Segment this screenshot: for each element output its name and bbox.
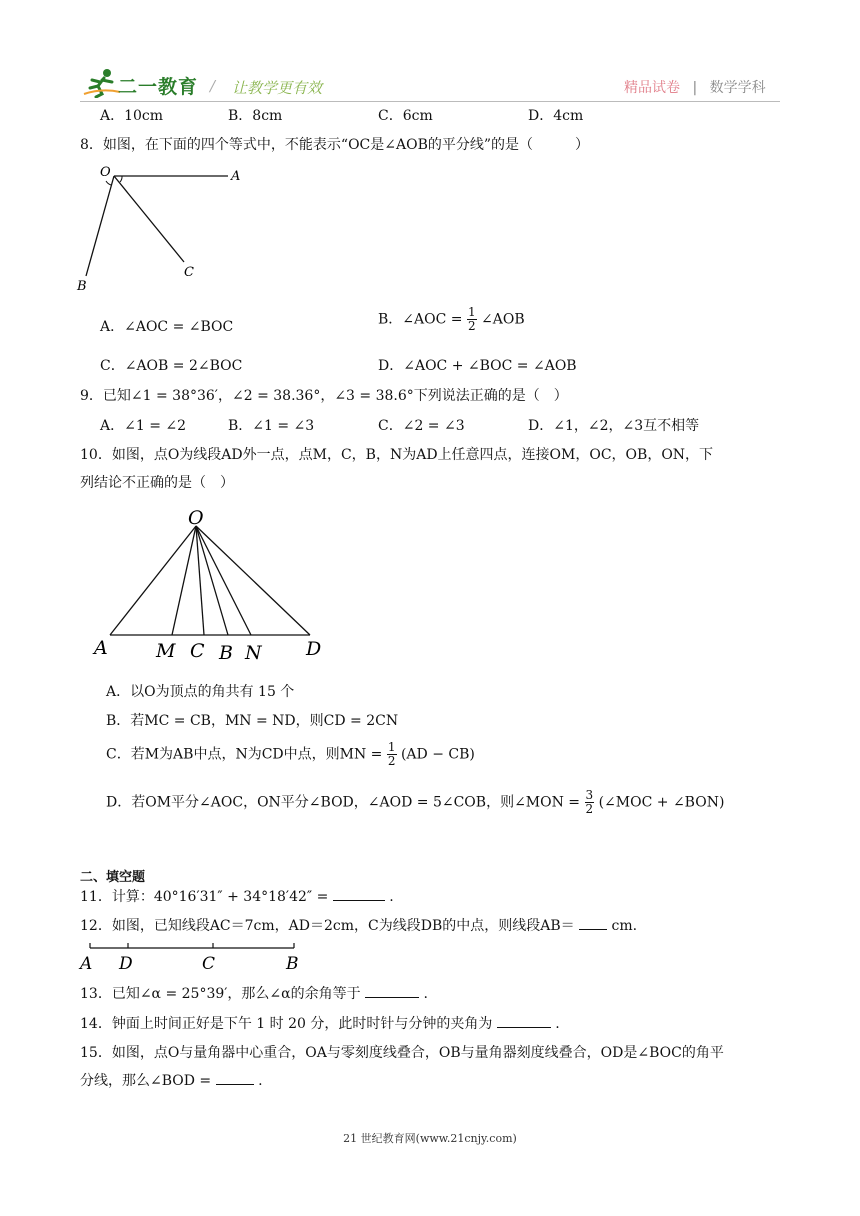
q8-option-b-pre: B．∠AOC = <box>378 311 463 328</box>
q10-option-c-post: (AD − CB) <box>400 746 475 763</box>
header-right <box>624 77 766 97</box>
q8-option-b-den: 2 <box>467 319 476 333</box>
header-right-right: 数学学科 <box>709 80 766 96</box>
q12-label-a: A <box>80 954 93 974</box>
q8-label-b: B <box>77 279 87 294</box>
header-right-left: 精品试卷 <box>624 80 680 96</box>
header-slash: / <box>210 77 216 95</box>
q9-option-d: D．∠1，∠2，∠3互不相等 <box>528 418 700 434</box>
q7-option-c: C．6cm <box>378 108 433 124</box>
q12-figure <box>78 940 308 976</box>
q14 <box>80 1013 560 1033</box>
q10-option-a: A．以O为顶点的角共有 15 个 <box>106 684 295 700</box>
q12-label-b: B <box>286 954 299 974</box>
q10-option-c-fraction <box>387 741 397 768</box>
q10-option-d-den: 2 <box>585 802 594 816</box>
q10-label-d: D <box>306 638 322 660</box>
q14-end: . <box>555 1016 560 1032</box>
q11-answer-blank[interactable] <box>333 888 385 901</box>
header-slogan: 让教学更有效 <box>232 79 323 97</box>
q8-label-c: C <box>184 265 194 280</box>
q11 <box>80 886 394 906</box>
header-brand: 二一教育 <box>118 76 199 98</box>
q10-figure <box>88 502 338 667</box>
q9-option-c: C．∠2 = ∠3 <box>378 418 465 434</box>
header-divider <box>80 101 780 102</box>
q12 <box>80 915 637 935</box>
q10-option-b: B．若MC = CB，MN = ND，则CD = 2CN <box>106 713 399 729</box>
q10-label-o: O <box>188 507 204 529</box>
q12-text: 12．如图，已知线段AC＝7cm，AD＝2cm，C为线段DB的中点，则线段AB＝ <box>80 918 575 934</box>
q13-answer-blank[interactable] <box>365 985 419 998</box>
q8-option-c: C．∠AOB = 2∠BOC <box>100 358 243 374</box>
q10-option-d-fraction <box>585 789 595 816</box>
q11-end: . <box>389 889 394 905</box>
runner-logo-icon <box>82 68 122 98</box>
q7-option-b: B．8cm <box>228 108 283 124</box>
q15-line2: 分线，那么∠BOD = <box>80 1073 212 1089</box>
q10-option-d-num: 3 <box>585 788 594 802</box>
q7-option-a: A．10cm <box>100 108 164 124</box>
q9-option-a: A．∠1 = ∠2 <box>100 418 187 434</box>
q8-stem: 8．如图，在下面的四个等式中，不能表示“OC是∠AOB的平分线”的是（ ） <box>80 137 590 153</box>
q15-end: . <box>258 1073 263 1089</box>
q10-label-c: C <box>190 640 205 662</box>
q8-option-d: D．∠AOC + ∠BOC = ∠AOB <box>378 358 577 374</box>
q10-label-a: A <box>94 637 108 659</box>
q12-end: cm. <box>611 918 638 934</box>
header-right-sep: | <box>692 80 698 96</box>
q8-option-b-post: ∠AOB <box>481 311 525 328</box>
q10-label-b: B <box>219 642 233 664</box>
q8-option-b <box>378 306 525 333</box>
q8-option-a: A．∠AOC = ∠BOC <box>100 319 234 335</box>
q12-answer-blank[interactable] <box>579 917 607 930</box>
q10-stem-line1: 10．如图，点O为线段AD外一点，点M，C，B，N为AD上任意四点，连接OM，OC，OB，ON，下 <box>80 447 714 463</box>
q8-option-b-num: 1 <box>467 305 476 319</box>
q15-line1: 15．如图，点O与量角器中心重合，OA与零刻度线叠合，OB与量角器刻度线叠合，OD是∠BOC的角平 <box>80 1045 724 1061</box>
q9-stem: 9．已知∠1 = 38°36′，∠2 = 38.36°，∠3 = 38.6°下列说法正确的是（ ） <box>80 388 568 404</box>
q14-answer-blank[interactable] <box>497 1015 551 1028</box>
q10-option-d <box>106 789 724 816</box>
q9-option-b: B．∠1 = ∠3 <box>228 418 315 434</box>
q14-text: 14．钟面上时间正好是下午 1 时 20 分，此时时针与分钟的夹角为 <box>80 1016 493 1032</box>
q11-text: 11．计算：40°16′31″ + 34°18′42″ = <box>80 889 329 905</box>
q15-line2-wrap <box>80 1070 263 1090</box>
q10-stem-line2: 列结论不正确的是（ ） <box>80 475 234 491</box>
q10-option-c-den: 2 <box>387 754 396 768</box>
q10-option-d-post: (∠MOC + ∠BON) <box>598 794 725 811</box>
q13 <box>80 983 428 1003</box>
q10-option-c-num: 1 <box>387 740 396 754</box>
section-title: 二、填空题 <box>80 870 146 885</box>
q10-option-c <box>106 741 475 768</box>
q13-end: . <box>423 986 428 1002</box>
footer-source: 21 世纪教育网(www.21cnjy.com) <box>343 1132 517 1145</box>
q10-label-m: M <box>156 640 176 662</box>
q8-label-o: O <box>100 165 111 180</box>
q8-label-a: A <box>231 169 241 184</box>
q10-label-n: N <box>245 642 262 664</box>
q15-answer-blank[interactable] <box>216 1072 254 1085</box>
q12-label-d: D <box>119 954 133 974</box>
q10-option-c-pre: C．若M为AB中点，N为CD中点，则MN = <box>106 746 383 763</box>
q8-option-b-fraction <box>467 306 477 333</box>
q10-option-d-pre: D．若OM平分∠AOC，ON平分∠BOD，∠AOD = 5∠COB，则∠MON = <box>106 794 581 811</box>
q13-text: 13．已知∠α = 25°39′，那么∠α的余角等于 <box>80 986 361 1002</box>
q8-figure <box>74 160 254 295</box>
q7-option-d: D．4cm <box>528 108 584 124</box>
q12-label-c: C <box>202 954 216 974</box>
